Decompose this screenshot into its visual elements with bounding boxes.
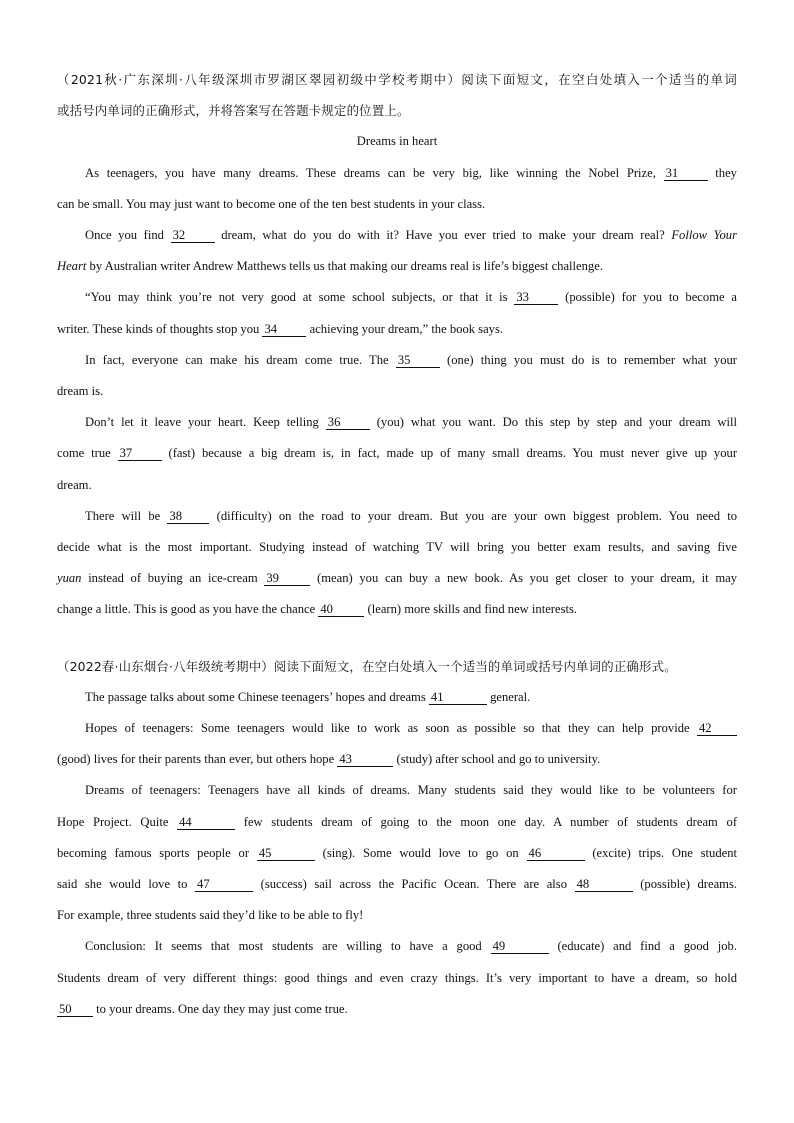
- blank-49[interactable]: 49: [491, 939, 549, 954]
- paragraph-1: As teenagers, you have many dreams. These dreams can be very big, like winning the Nobel Prize, 31 they: [85, 165, 737, 180]
- blank-33[interactable]: 33: [514, 290, 558, 305]
- blank-45[interactable]: 45: [257, 846, 315, 861]
- blank-40[interactable]: 40: [318, 602, 364, 617]
- blank-38[interactable]: 38: [167, 509, 209, 524]
- paragraph-3: “You may think you’re not very good at some school subjects, or that it is 33 (possible) for you to become a: [85, 290, 737, 305]
- paragraph-4: In fact, everyone can make his dream come true. The 35 (one) thing you must do is to remember what your: [85, 352, 737, 367]
- paragraph-dreams: Dreams of teenagers: Teenagers have all kinds of dreams. Many students said they would like to be volunteers for: [85, 783, 737, 798]
- blank-43[interactable]: 43: [337, 752, 393, 767]
- blank-41[interactable]: 41: [429, 690, 487, 705]
- paragraph-2: Once you find 32 dream, what do you do with it? Have you ever tried to make your dream real? Follow Your: [85, 228, 737, 243]
- blank-50[interactable]: 50: [57, 1002, 93, 1017]
- paragraph-intro: The passage talks about some Chinese teenagers’ hopes and dreams 41 general.: [85, 689, 531, 704]
- blank-34[interactable]: 34: [262, 322, 306, 337]
- blank-48[interactable]: 48: [575, 877, 633, 892]
- paragraph-6: There will be 38 (difficulty) on the road to your dream. But you are your own biggest problem. You need to: [85, 508, 737, 523]
- document-page: （2021秋·广东深圳·八年级深圳市罗湖区翠园初级中学校考期中）阅读下面短文，在空白处填入一个适当的单词 或括号内单词的正确形式，并将答案写在答题卡规定的位置上。 Dreams in heart As teenagers, you have many dreams. These dreams can be very big, like winning the Nobel Prize, 31 they can be small. You may just want to become one of the ten best students in your class. Once you find 32 dream, what do you do with it? Have you ever tried to make your dream real? Follow Your Heart by Australian writer Andrew Matthews tells us that making our dreams real is life’s biggest challenge. “You may think you’re not very good at some school subjects, or that it is 33 (possible) for you to become a writer. These kinds of thoughts stop you 34 achieving your dream,” the book says. In fact, everyone can make his dream come true. The 35 (one) thing you must do is to remember what your dream is. Don’t let it leave your heart. Keep telling 36 (you) what you want. Do this step by step and your dream will come true 37 (fast) because a big dream is, in fact, made up of many small dreams. You must never give up your dream. There will be 38 (difficulty) on the road to your dream. But you are your own biggest problem. You need to decide what is the most important. Studying instead of watching TV will bring you better exam results, and saving five yuan instead of buying an ice-cream 39 (mean) you can buy a new book. As you get closer to your dream, it may change a little. This is good as you have the chance 40 (learn) more skills and find new interests. （2022春·山东烟台·八年级统考期中）阅读下面短文，在空白处填入一个适当的单词或括号内单词的正确形式。 The passage talks about some Chinese teenagers’ hopes and dreams 41 general. Hopes of teenagers: Some teenagers would like to work as soon as possible so that they can help provide 42 (good) lives for their parents than ever, but others hope 43 (study) after school and go to university. Dreams of teenagers: Teenagers have all kinds of dreams. Many students said they would like to be volunteers for Hope Project. Quite 44 few students dream of going to the moon one day. A number of students dream of becoming famous sports people or 45 (sing). Some would love to go on 46 (excite) trips. One student said she would love to 47 (success) sail across the Pacific Ocean. There are also 48 (possible) dreams. For example, three students said they’d like to be able to fly! Conclusion: It seems that most students are willing to have a good 49 (educate) and find a good job. Students dream of very different things: good things and even crazy things. It’s very important to have a dream, so hold 50 to your dreams. One day they may just come true.: [57, 64, 737, 1025]
- section2-header: （2022春·山东烟台·八年级统考期中）阅读下面短文，在空白处填入一个适当的单词或括号内单词的正确形式。: [57, 658, 677, 674]
- blank-36[interactable]: 36: [326, 415, 370, 430]
- section1-header-cont: 或括号内单词的正确形式，并将答案写在答题卡规定的位置上。: [57, 103, 410, 119]
- blank-31[interactable]: 31: [664, 166, 708, 181]
- blank-47[interactable]: 47: [195, 877, 253, 892]
- blank-44[interactable]: 44: [177, 815, 235, 830]
- blank-39[interactable]: 39: [264, 571, 310, 586]
- paragraph-5: Don’t let it leave your heart. Keep telling 36 (you) what you want. Do this step by step and your dream will: [85, 415, 738, 430]
- section1-header: （2021秋·广东深圳·八年级深圳市罗湖区翠园初级中学校考期中）阅读下面短文，在空白处填入一个适当的单词: [57, 72, 737, 87]
- blank-46[interactable]: 46: [527, 846, 585, 861]
- blank-32[interactable]: 32: [171, 228, 215, 243]
- passage-title: Dreams in heart: [356, 134, 438, 149]
- blank-37[interactable]: 37: [118, 446, 162, 461]
- blank-42[interactable]: 42: [697, 721, 737, 736]
- paragraph-hopes: Hopes of teenagers: Some teenagers would like to work as soon as possible so that they can help provide 42: [57, 713, 737, 744]
- paragraph-conclusion: Conclusion: It seems that most students are willing to have a good 49 (educate) and find a good job.: [85, 939, 737, 954]
- blank-35[interactable]: 35: [396, 353, 440, 368]
